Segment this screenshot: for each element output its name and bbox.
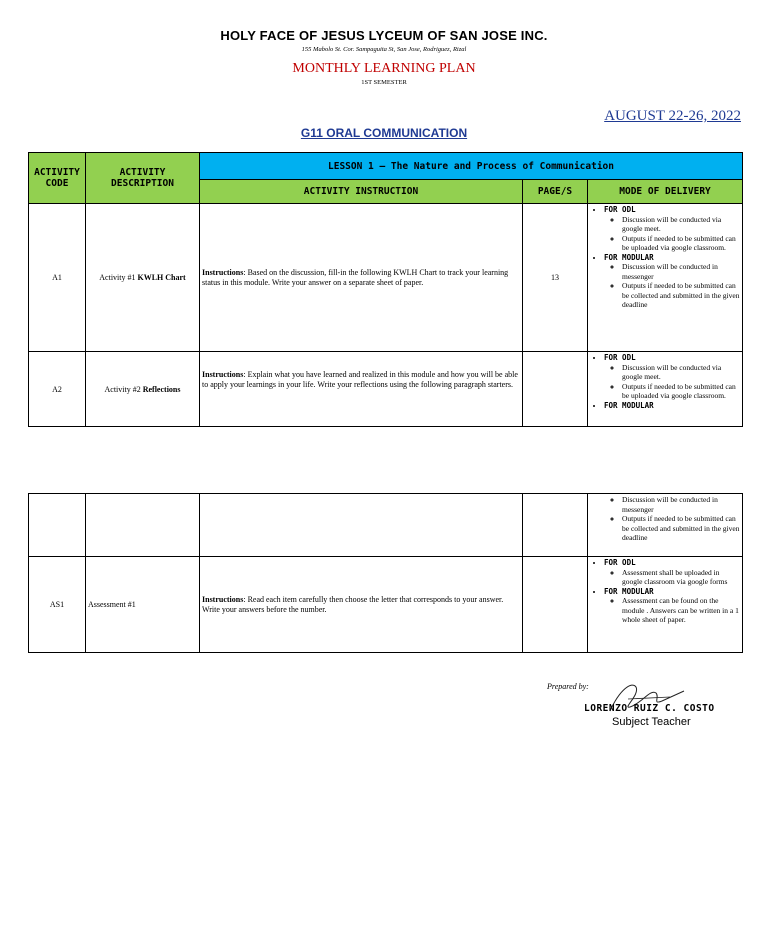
- mode-of-delivery: • FOR ODL ◦ Assessment shall be uploaded in google classroom via google forms • FOR MODULAR ◦ Assessment can be found on the module . Answers can be written in a 1 whole sheet of paper.: [588, 557, 743, 653]
- mode-of-delivery: • FOR ODL ◦ Discussion will be conducted via google meet. ◦ Outputs if needed to be submitted can be uploaded via google classroom. • FOR MODULAR ◦ Discussion will be conducted in messenger ◦ Outputs if needed to be submitted can be collected and submitted in the given deadline: [588, 204, 743, 352]
- empty-cell: [29, 494, 86, 557]
- activity-pages: [523, 352, 588, 427]
- empty-cell: [200, 494, 523, 557]
- teacher-role: Subject Teacher: [612, 716, 691, 728]
- mode-of-delivery: • FOR ODL ◦ Discussion will be conducted via google meet. ◦ Outputs if needed to be submitted can be uploaded via google classroom. • FOR MODULAR: [588, 352, 743, 427]
- col-header-mode: MODE OF DELIVERY: [588, 180, 743, 204]
- activity-description: Assessment #1: [86, 557, 200, 653]
- activity-pages: [523, 557, 588, 653]
- table-row: [29, 557, 743, 653]
- mode-of-delivery: ◦ Discussion will be conducted in messenger ◦ Outputs if needed to be submitted can be collected and submitted in the given deadline: [588, 494, 743, 557]
- activity-code: AS1: [29, 557, 86, 653]
- activity-instruction: Instructions: Based on the discussion, fill-in the following KWLH Chart to track your learning status in this module. Write your answer on a separate sheet of paper.: [200, 204, 523, 352]
- col-header-description: ACTIVITY DESCRIPTION: [86, 153, 200, 204]
- activity-code: A1: [29, 204, 86, 352]
- activity-code: A2: [29, 352, 86, 427]
- empty-cell: [523, 494, 588, 557]
- empty-cell: [86, 494, 200, 557]
- week-date: AUGUST 22-26, 2022: [604, 108, 741, 124]
- learning-plan-table-1: [28, 152, 743, 427]
- semester-label: 1ST SEMESTER: [361, 79, 407, 86]
- table-row: [29, 352, 743, 427]
- school-name: HOLY FACE OF JESUS LYCEUM OF SAN JOSE INC.: [220, 28, 548, 43]
- col-header-instruction: ACTIVITY INSTRUCTION: [200, 180, 523, 204]
- table-row: [29, 494, 743, 557]
- activity-pages: 13: [523, 204, 588, 352]
- teacher-name: LORENZO RUIZ C. COSTO: [584, 703, 715, 714]
- activity-instruction: Instructions: Explain what you have learned and realized in this module and how you will be able to apply your learnings in your life. Write your reflections using the following paragraph starters.: [200, 352, 523, 427]
- table-row: [29, 204, 743, 352]
- activity-description: Activity #2 Reflections: [86, 352, 200, 427]
- plan-title: MONTHLY LEARNING PLAN: [292, 61, 476, 76]
- prepared-by-label: Prepared by:: [547, 682, 589, 691]
- col-header-code: ACTIVITY CODE: [29, 153, 86, 204]
- activity-instruction: Instructions: Read each item carefully then choose the letter that corresponds to your answer. Write your answers before the number.: [200, 557, 523, 653]
- school-address: 155 Mabolo St. Cor. Sampaguita St, San Jose, Rodriguez, Rizal: [301, 46, 467, 53]
- lesson-title: LESSON 1 – The Nature and Process of Communication: [200, 153, 743, 180]
- col-header-pages: PAGE/S: [523, 180, 588, 204]
- activity-description: Activity #1 KWLH Chart: [86, 204, 200, 352]
- subject-title: G11 ORAL COMMUNICATION: [300, 126, 468, 140]
- learning-plan-table-2: [28, 493, 743, 653]
